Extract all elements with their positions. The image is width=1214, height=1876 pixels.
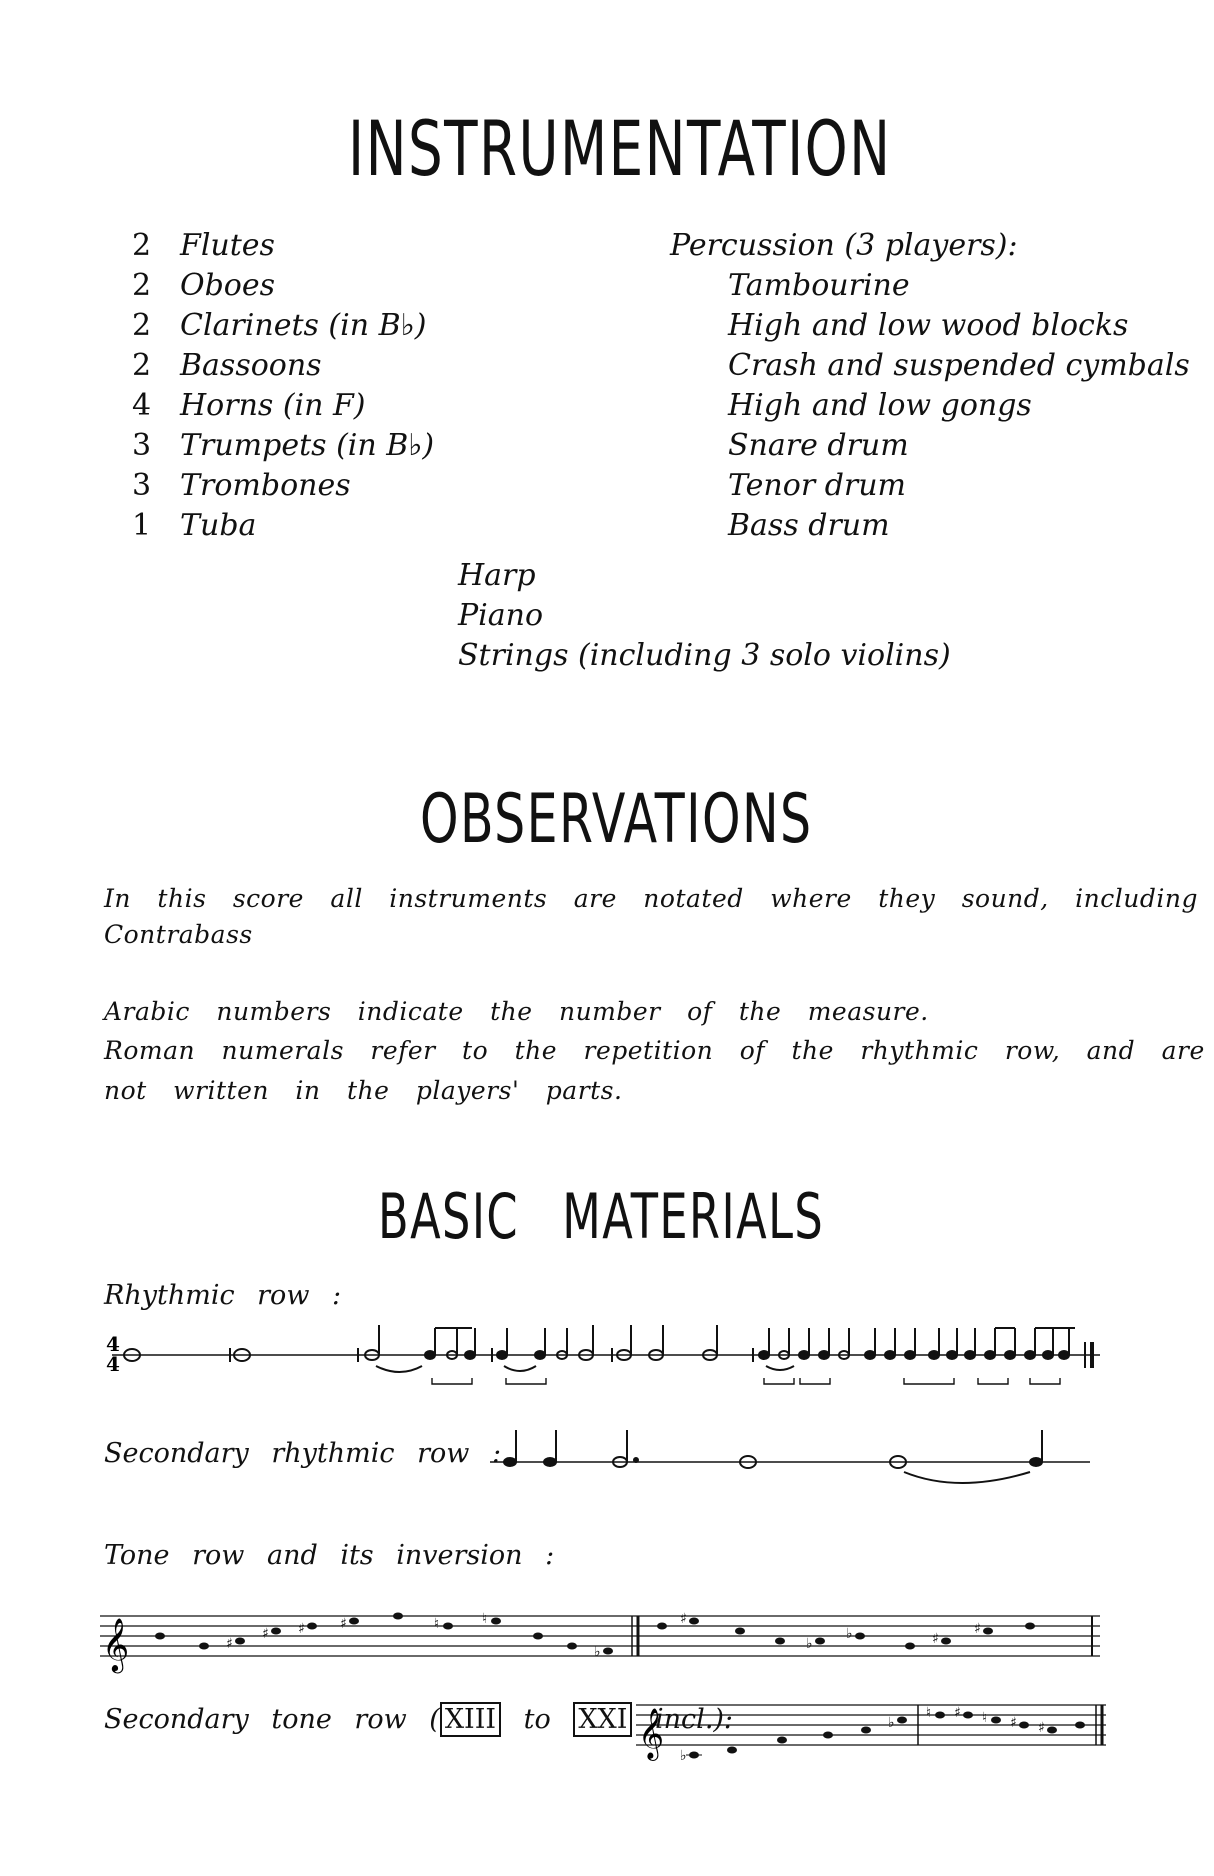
other-instrument-list xyxy=(458,556,951,676)
instrument-row: 2 Clarinets (in B♭) xyxy=(132,308,427,343)
svg-text:♯: ♯ xyxy=(262,1626,269,1642)
instrument-harp: Harp xyxy=(458,558,536,593)
time-signature-bottom: 4 xyxy=(106,1352,120,1376)
observations-heading: OBSERVATIONS xyxy=(420,780,813,859)
triplet-brackets xyxy=(432,1378,1060,1384)
instrument-row: 2 Bassoons xyxy=(132,348,322,383)
percussion-item: Bass drum xyxy=(728,508,890,543)
svg-text:♯: ♯ xyxy=(954,1705,961,1721)
instrument-piano: Piano xyxy=(458,598,544,633)
percussion-heading: Percussion (3 players): xyxy=(670,228,1018,263)
svg-text:♭: ♭ xyxy=(680,1748,687,1764)
svg-text:♮: ♮ xyxy=(926,1705,932,1721)
instrument-row: 3 Trumpets (in B♭) xyxy=(132,428,435,463)
svg-text:♯: ♯ xyxy=(1010,1715,1017,1731)
svg-text:♭: ♭ xyxy=(594,1644,601,1660)
observation-line: Arabic numbers indicate the number of the measure. xyxy=(104,997,929,1026)
svg-text:♮: ♮ xyxy=(982,1710,988,1726)
svg-text:♭: ♭ xyxy=(846,1626,853,1642)
instrument-row: 3 Trombones xyxy=(132,468,351,503)
observation-line: Contrabass xyxy=(104,920,253,949)
roman-numeral-end: XXI xyxy=(573,1702,632,1737)
secondary-rhythmic-row-label: Secondary rhythmic row : xyxy=(104,1438,502,1469)
svg-text:♮: ♮ xyxy=(434,1616,440,1632)
percussion-item: Snare drum xyxy=(728,428,909,463)
rhythmic-row-label: Rhythmic row : xyxy=(104,1280,342,1311)
tone-row-staff xyxy=(100,1596,1120,1686)
svg-text:♯: ♯ xyxy=(298,1621,305,1637)
svg-text:♯: ♯ xyxy=(1038,1720,1045,1736)
roman-numeral-start: XIII xyxy=(440,1702,501,1737)
tone-row-label: Tone row and its inversion : xyxy=(104,1540,555,1571)
secondary-rhythm-notes xyxy=(504,1430,1042,1483)
svg-text:♯: ♯ xyxy=(680,1611,687,1627)
percussion-item: High and low wood blocks xyxy=(728,308,1129,343)
observation-line: not written in the players' parts. xyxy=(104,1076,623,1105)
instrument-row: 4 Horns (in F) xyxy=(132,388,366,423)
percussion-item: High and low gongs xyxy=(728,388,1032,423)
svg-text:♮: ♮ xyxy=(482,1611,488,1627)
percussion-list xyxy=(670,226,1190,546)
secondary-tone-row-staff xyxy=(636,1680,1116,1770)
secondary-tone-row-label: Secondary tone row ( XIII to XXI incl.): xyxy=(104,1704,734,1735)
instrumentation-heading: INSTRUMENTATION xyxy=(348,104,892,193)
treble-clef-icon: 𝄞 xyxy=(638,1708,665,1759)
percussion-item: Crash and suspended cymbals xyxy=(728,348,1190,383)
svg-text:♭: ♭ xyxy=(806,1636,813,1652)
observation-line: In this score all instruments are notated where they sound, including xyxy=(104,884,1198,913)
svg-text:♯: ♯ xyxy=(226,1636,233,1652)
instrument-row: 2 Oboes xyxy=(132,268,276,303)
instrument-row: 1 Tuba xyxy=(132,508,257,543)
percussion-item: Tenor drum xyxy=(728,468,907,503)
treble-clef-icon: 𝄞 xyxy=(102,1617,130,1671)
rhythmic-row-staff xyxy=(100,1320,1120,1410)
rhythm-notes xyxy=(124,1325,1092,1372)
svg-text:♭: ♭ xyxy=(888,1715,895,1731)
svg-text:♯: ♯ xyxy=(932,1631,939,1647)
instrument-strings: Strings (including 3 solo violins) xyxy=(458,638,951,673)
basic-materials-heading: BASIC MATERIALS xyxy=(378,1180,825,1253)
observation-line: Roman numerals refer to the repetition of the rhythmic row, and are xyxy=(104,1036,1205,1065)
svg-text:♯: ♯ xyxy=(340,1616,347,1632)
instrument-row: 2 Flutes xyxy=(132,228,275,263)
secondary-rhythmic-row-staff xyxy=(490,1420,1100,1490)
time-signature-top: 4 xyxy=(106,1332,120,1356)
svg-text:♯: ♯ xyxy=(974,1621,981,1637)
wind-instrument-list xyxy=(132,226,434,546)
percussion-item: Tambourine xyxy=(728,268,910,303)
